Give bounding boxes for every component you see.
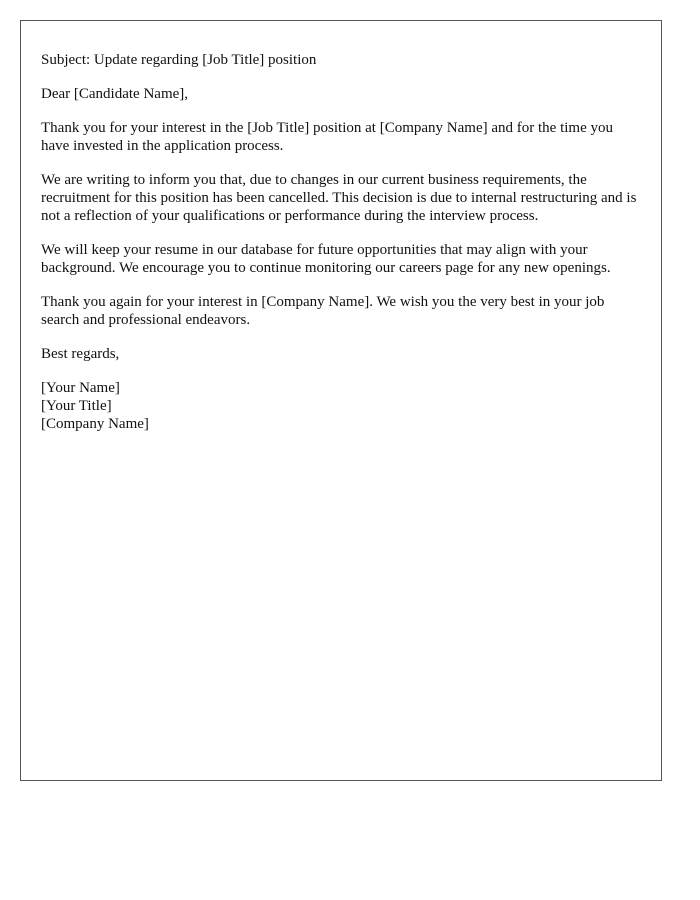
letter-subject: Subject: Update regarding [Job Title] position: [41, 52, 317, 68]
letter-paragraph-1: Thank you for your interest in the [Job Title] position at [Company Name] and for the time you have invested in the application process.: [41, 120, 613, 154]
letter-page: [20, 20, 662, 781]
letter-paragraph-2: We are writing to inform you that, due to changes in our current business requirements, the recruitment for this position has been cancelled. This decision is due to internal restructuring and is not a reflection of your qualifications or performance during the interview process.: [41, 172, 637, 224]
letter-closing: Best regards,: [41, 346, 120, 362]
signature-name: [Your Name]: [41, 380, 120, 396]
letter-salutation: Dear [Candidate Name],: [41, 86, 189, 102]
letter-paragraph-4: Thank you again for your interest in [Company Name]. We wish you the very best in your job search and professional endeavors.: [41, 294, 605, 328]
signature-company: [Company Name]: [41, 416, 149, 432]
letter-paragraph-3: We will keep your resume in our database for future opportunities that may align with your background. We encourage you to continue monitoring our careers page for any new openings.: [41, 242, 611, 276]
signature-title: [Your Title]: [41, 398, 112, 414]
signature-block: [41, 379, 641, 433]
